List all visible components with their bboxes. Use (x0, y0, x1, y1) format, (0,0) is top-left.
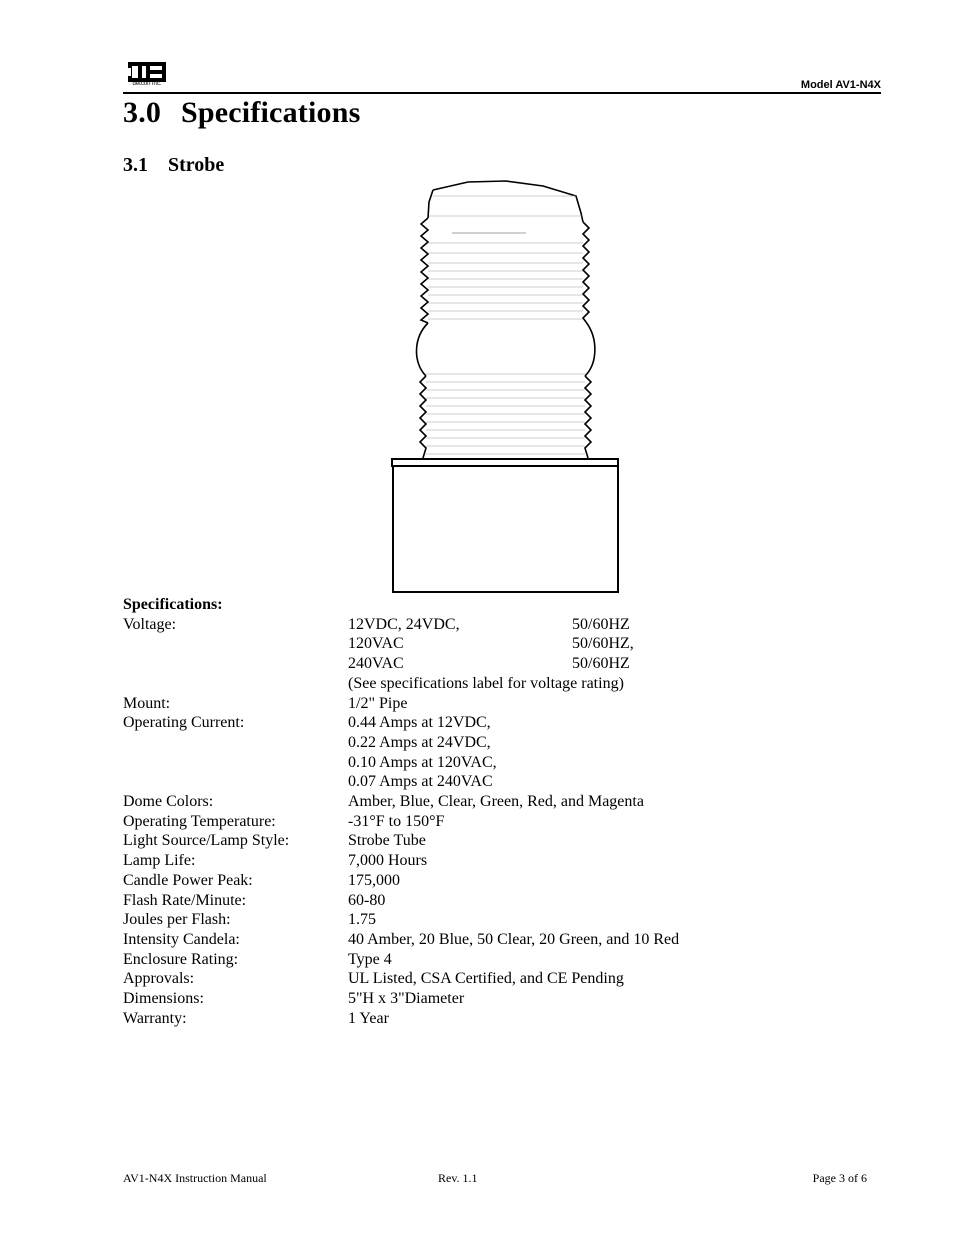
spec-label: Mount: (123, 694, 171, 712)
footer-manual-title: AV1-N4X Instruction Manual (123, 1171, 267, 1185)
spec-value-line (348, 871, 843, 891)
spec-value-line (348, 930, 843, 950)
spec-label: Intensity Candela: (123, 930, 240, 948)
section-title: Specifications (181, 96, 361, 129)
spec-label: Dimensions: (123, 990, 204, 1008)
spec-values (348, 989, 843, 1009)
spec-frequency: 50/60HZ, (572, 635, 634, 653)
spec-value: 1.75 (348, 911, 376, 929)
spec-value: Strobe Tube (348, 832, 426, 850)
logo-text: detcon inc. (132, 81, 162, 87)
lower-left-ribs (420, 376, 426, 458)
spec-value: 0.10 Amps at 120VAC, (348, 753, 497, 771)
spec-values (348, 1009, 843, 1029)
spec-rows (123, 615, 843, 1029)
spec-value-line (348, 674, 843, 694)
spec-values (348, 950, 843, 970)
spec-label: Operating Temperature: (123, 812, 276, 830)
lower-right-ribs (585, 376, 591, 458)
spec-frequency: 50/60HZ (572, 655, 630, 673)
spec-label: Voltage: (123, 615, 177, 633)
spec-row (123, 851, 843, 871)
upper-left-ribs (421, 218, 428, 323)
spec-value: UL Listed, CSA Certified, and CE Pending (348, 970, 624, 988)
spec-value: 7,000 Hours (348, 852, 428, 870)
spec-value: 1/2" Pipe (348, 694, 408, 712)
spec-value-line (348, 733, 843, 753)
subsection-heading (123, 154, 224, 177)
spec-label: Joules per Flash: (123, 911, 231, 929)
section-heading (123, 96, 360, 130)
spec-value: 1 Year (348, 1009, 389, 1027)
base-collar (392, 459, 618, 466)
spec-row (123, 930, 843, 950)
spec-values (348, 910, 843, 930)
spec-value: -31°F to 150°F (348, 812, 445, 830)
spec-value: 0.44 Amps at 12VDC, (348, 714, 491, 732)
spec-label: Flash Rate/Minute: (123, 891, 247, 909)
spec-values (348, 615, 843, 694)
spec-label: Light Source/Lamp Style: (123, 832, 290, 850)
spec-label: Dome Colors: (123, 793, 214, 811)
spec-row (123, 792, 843, 812)
spec-label: Enclosure Rating: (123, 950, 239, 968)
spec-value-line (348, 615, 843, 635)
spec-label: Operating Current: (123, 714, 245, 732)
specifications-title: Specifications: (123, 596, 223, 613)
spec-value-line (348, 891, 843, 911)
spec-frequency: 50/60HZ (572, 615, 630, 633)
spec-values (348, 812, 843, 832)
page-header (123, 58, 881, 94)
strobe-illustration (388, 178, 624, 596)
spec-row (123, 812, 843, 832)
model-label: Model AV1-N4X (800, 79, 881, 91)
specifications-list (123, 595, 843, 1028)
spec-value-line (348, 792, 843, 812)
spec-value-line (348, 851, 843, 871)
spec-label: Approvals: (123, 970, 195, 988)
spec-value: 240VAC (348, 655, 404, 673)
spec-value-line (348, 713, 843, 733)
spec-value-line (348, 950, 843, 970)
spec-value-line (348, 694, 843, 714)
spec-row (123, 1009, 843, 1029)
spec-value: Type 4 (348, 950, 392, 968)
spec-values (348, 891, 843, 911)
spec-row (123, 891, 843, 911)
spec-values (348, 694, 843, 714)
spec-values (348, 871, 843, 891)
spec-value-line (348, 969, 843, 989)
spec-row (123, 969, 843, 989)
spec-value: 12VDC, 24VDC, (348, 615, 460, 633)
spec-row (123, 615, 843, 694)
spec-row (123, 871, 843, 891)
spec-value: Amber, Blue, Clear, Green, Red, and Magenta (348, 793, 644, 811)
spec-value-line (348, 989, 843, 1009)
spec-value-line (348, 634, 843, 654)
spec-value: 120VAC (348, 635, 404, 653)
spec-value: 5"H x 3"Diameter (348, 990, 465, 1008)
spec-row (123, 831, 843, 851)
spec-value-line (348, 831, 843, 851)
spec-value: 175,000 (348, 871, 400, 889)
footer-revision: Rev. 1.1 (438, 1171, 478, 1185)
spec-label: Warranty: (123, 1009, 187, 1027)
spec-value-line (348, 772, 843, 792)
spec-value-line (348, 1009, 843, 1029)
spec-value: 0.22 Amps at 24VDC, (348, 733, 491, 751)
spec-values (348, 969, 843, 989)
spec-value-line (348, 753, 843, 773)
spec-row (123, 950, 843, 970)
spec-value-line (348, 812, 843, 832)
spec-row (123, 694, 843, 714)
subsection-title: Strobe (168, 154, 225, 176)
spec-value: 0.07 Amps at 240VAC (348, 773, 493, 791)
spec-value: 60-80 (348, 891, 386, 909)
spec-values (348, 792, 843, 812)
spec-values (348, 831, 843, 851)
footer-page-number: Page 3 of 6 (812, 1171, 867, 1185)
spec-value: 40 Amber, 20 Blue, 50 Clear, 20 Green, and 10 Red (348, 930, 680, 948)
upper-right-ribs (583, 222, 589, 322)
spec-row (123, 910, 843, 930)
spec-label: Lamp Life: (123, 852, 196, 870)
spec-row (123, 989, 843, 1009)
spec-values (348, 930, 843, 950)
spec-label: Candle Power Peak: (123, 871, 253, 889)
spec-value-line (348, 654, 843, 674)
spec-values (348, 713, 843, 792)
spec-value-line (348, 910, 843, 930)
subsection-number: 3.1 (123, 154, 148, 176)
spec-value: (See specifications label for voltage rating) (348, 674, 624, 692)
base-housing (393, 466, 618, 592)
spec-values (348, 851, 843, 871)
spec-row (123, 713, 843, 792)
section-number: 3.0 (123, 96, 162, 129)
